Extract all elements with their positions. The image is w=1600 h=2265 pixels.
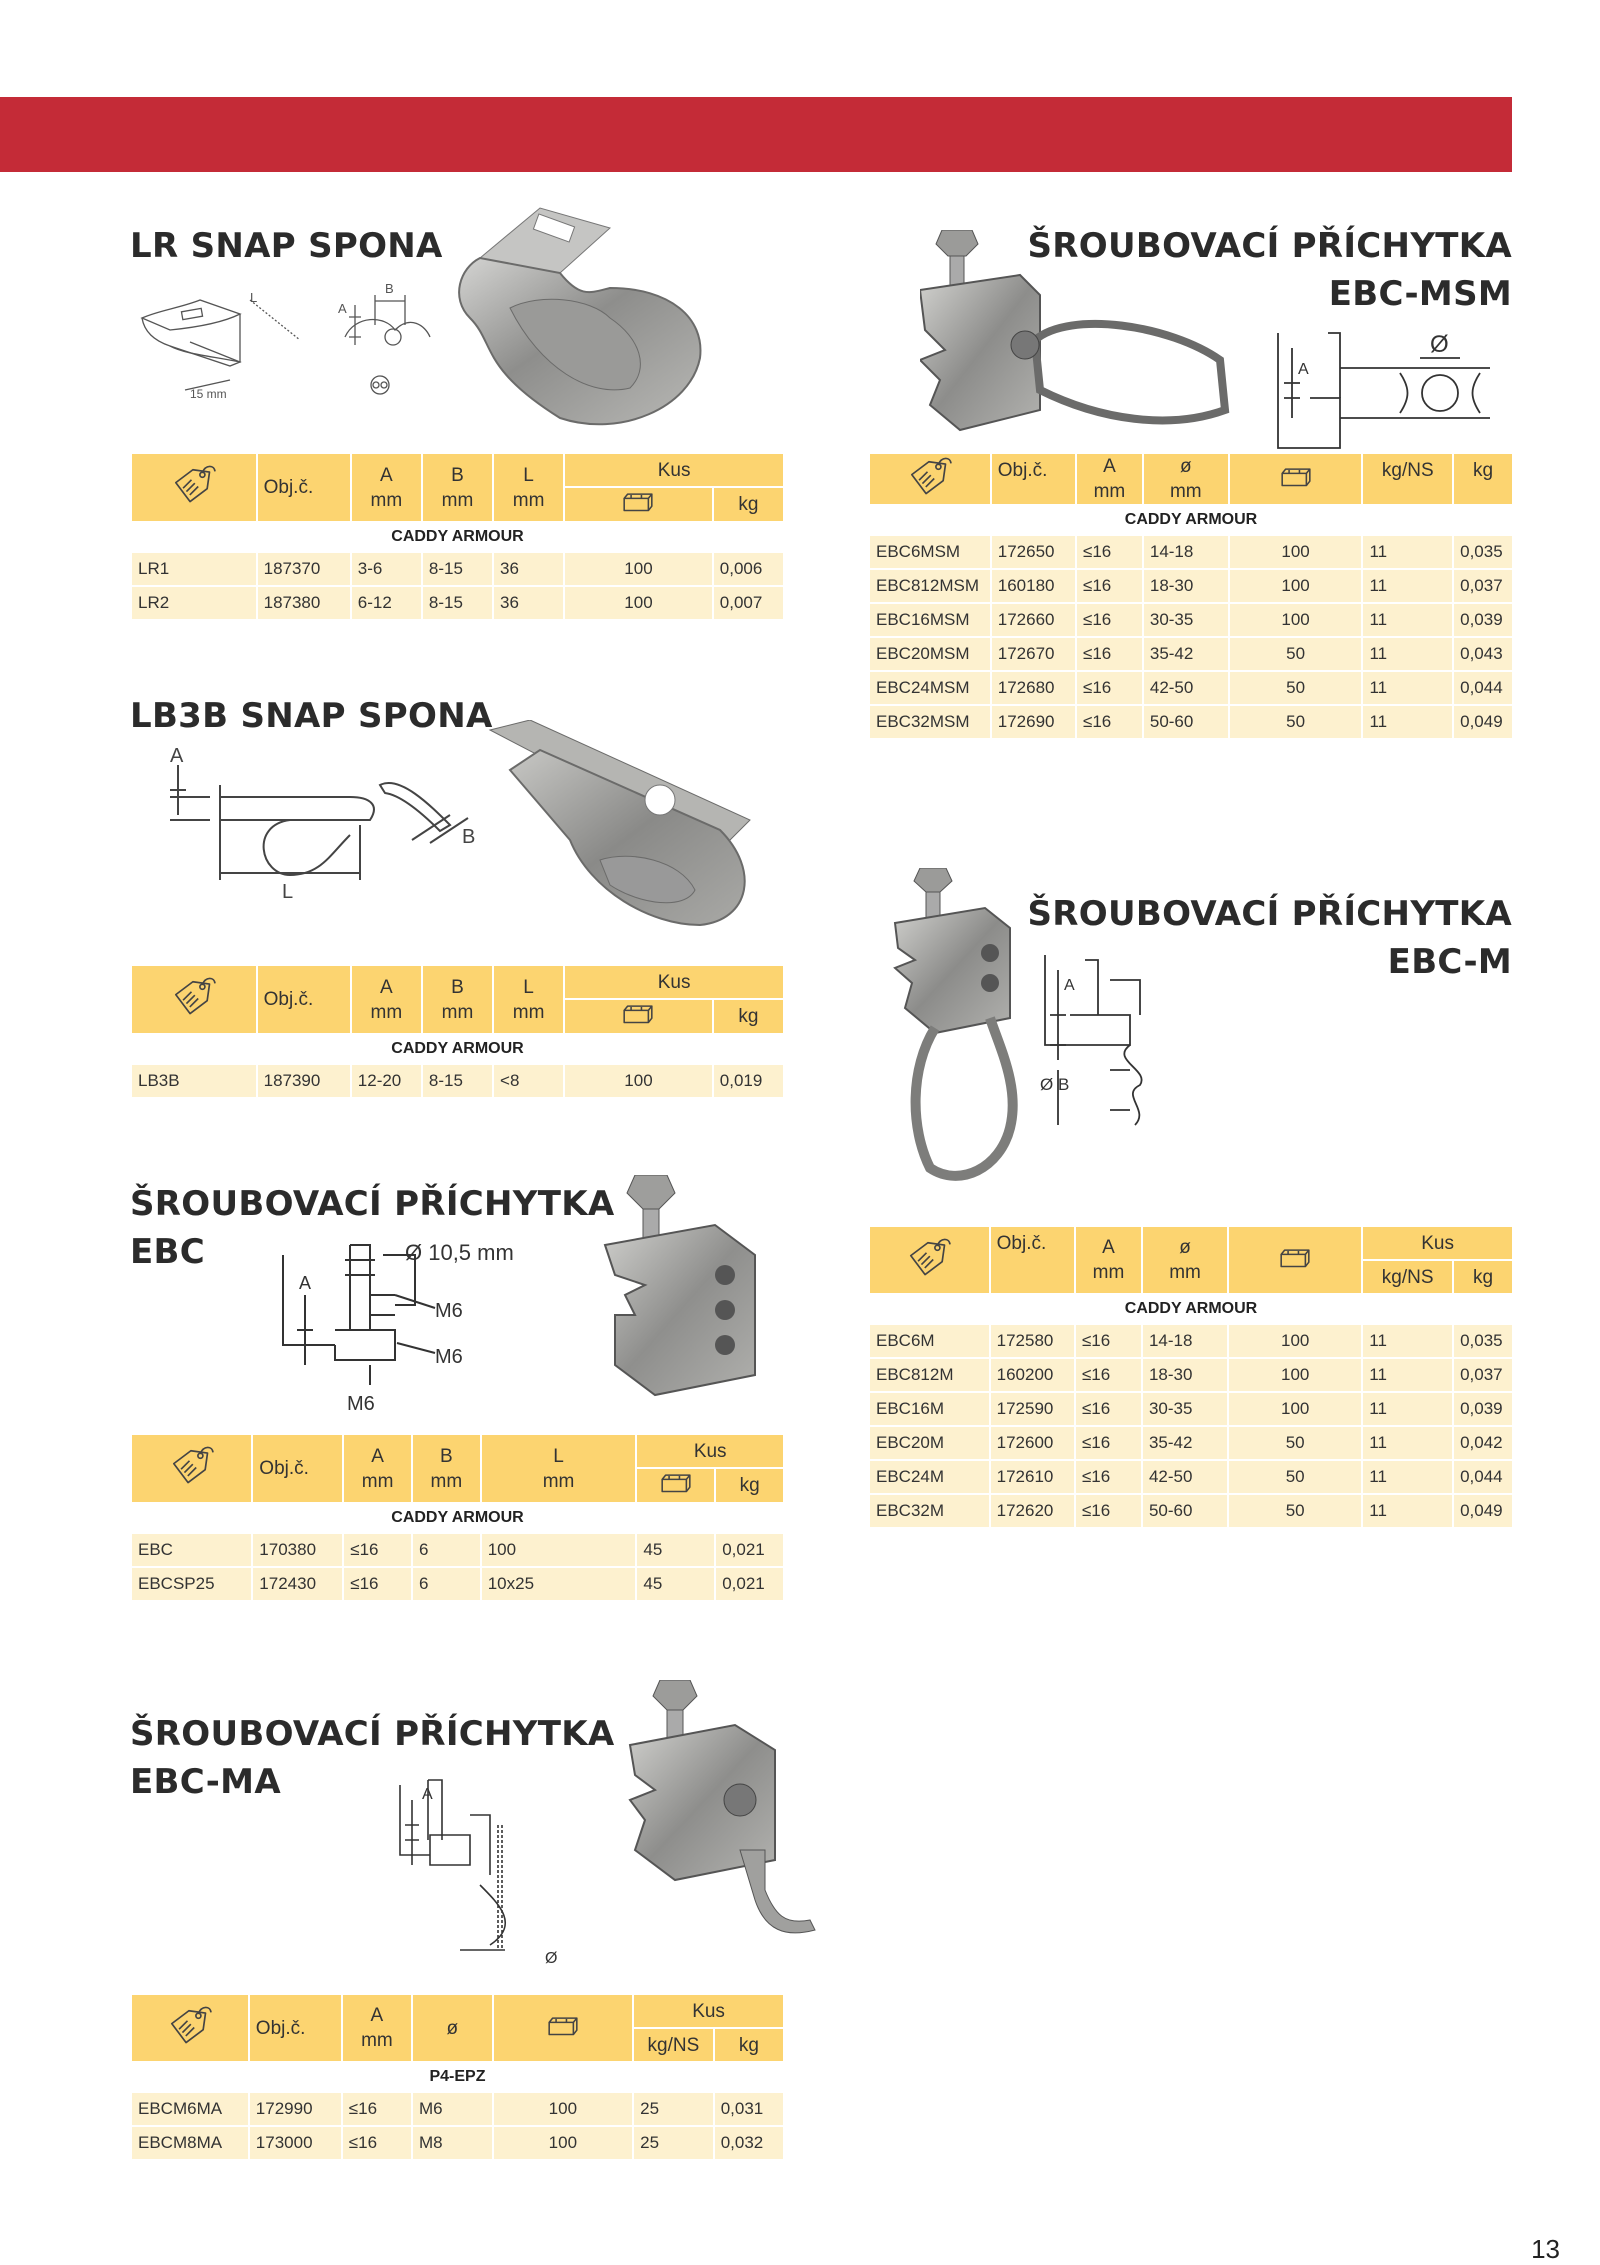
lb3b-spec-table	[130, 964, 785, 1099]
cell: 0,049	[1454, 706, 1512, 738]
ebc-drawing-a: A	[299, 1273, 312, 1293]
cell: 0,037	[1454, 570, 1512, 602]
lr-header-a: A mm	[352, 454, 421, 521]
cell: EBCM6MA	[132, 2093, 248, 2125]
table-row	[870, 570, 1512, 602]
cell: 18-30	[1143, 1359, 1227, 1391]
cell: 172670	[992, 638, 1075, 670]
section-title-ebcma: ŠROUBOVACÍ PŘÍCHYTKA EBC-MA	[130, 1714, 615, 1802]
table-row	[870, 1325, 1512, 1357]
cell: 0,042	[1454, 1427, 1512, 1459]
cell: 14-18	[1143, 1325, 1227, 1357]
cell: ≤16	[1076, 1495, 1141, 1527]
cell: 11	[1363, 706, 1452, 738]
cell: EBC20M	[870, 1427, 989, 1459]
cell: 0,044	[1454, 672, 1512, 704]
cell: 172690	[992, 706, 1075, 738]
lb3b-drawing-a: A	[170, 745, 184, 767]
lb3b-drawing-b: B	[462, 826, 476, 848]
lb3b-header-l: L mm	[494, 966, 563, 1033]
ebc-spec-table	[130, 1433, 785, 1602]
cell: EBC812MSM	[870, 570, 990, 602]
cell: ≤16	[1077, 604, 1142, 636]
ebcma-spec-table	[130, 1993, 785, 2161]
cell: 50	[1229, 1495, 1361, 1527]
lr-drawing-15mm: 15 mm	[190, 387, 227, 401]
cell: 10x25	[482, 1568, 636, 1600]
cell: 50	[1229, 1427, 1361, 1459]
cell: 6-12	[352, 587, 421, 619]
ebc-header-obj: Obj.č.	[253, 1435, 342, 1502]
lb3b-header-a: A mm	[352, 966, 421, 1033]
ebcm-header-kus: Kus	[1363, 1227, 1512, 1259]
cell: 45	[637, 1534, 714, 1566]
cell: 42-50	[1144, 672, 1228, 704]
cell: EBCM8MA	[132, 2127, 248, 2159]
section-title-ebcm: ŠROUBOVACÍ PŘÍCHYTKA EBC-M	[1027, 894, 1512, 982]
ebc-header-tag-icon	[132, 1435, 251, 1502]
cell: 3-6	[352, 553, 421, 585]
ebcm-header-kg: kg	[1454, 1261, 1512, 1293]
lb3b-header-obj: Obj.č.	[258, 966, 350, 1033]
cell: 50	[1230, 638, 1362, 670]
table-row	[870, 1427, 1512, 1459]
cell: 160180	[992, 570, 1075, 602]
lr-header-b: B mm	[423, 454, 492, 521]
lr-header-obj: Obj.č.	[258, 454, 350, 521]
ebcm-header-a: A mm	[1076, 1227, 1141, 1293]
cell: 0,043	[1454, 638, 1512, 670]
table-row	[132, 1534, 783, 1566]
cell: 8-15	[423, 587, 492, 619]
cell: 160200	[991, 1359, 1074, 1391]
lb3b-header-kus: Kus	[565, 966, 783, 998]
cell: 0,021	[716, 1534, 783, 1566]
cell: 100	[1229, 1359, 1361, 1391]
cell: 172990	[250, 2093, 341, 2125]
ebcm-product-photo	[890, 868, 1040, 1188]
ebc-drawing-m6-c: M6	[347, 1393, 375, 1415]
cell: 0,032	[715, 2127, 783, 2159]
ebcmsm-header-box-icon	[1230, 454, 1362, 504]
cell: EBC	[132, 1534, 251, 1566]
cell: EBC20MSM	[870, 638, 990, 670]
cell: 100	[1230, 536, 1362, 568]
table-row	[870, 1461, 1512, 1493]
ebcmsm-drawing-a: A	[1298, 361, 1309, 378]
cell: 100	[1229, 1393, 1361, 1425]
table-row	[870, 1359, 1512, 1391]
cell: 11	[1363, 1325, 1452, 1357]
cell: ≤16	[1077, 536, 1142, 568]
cell: ≤16	[1076, 1325, 1141, 1357]
cell: 11	[1363, 672, 1452, 704]
ebc-drawing-m6-a: M6	[435, 1300, 463, 1322]
lr-header-box-icon	[565, 488, 712, 521]
table-row	[870, 672, 1512, 704]
ebc-header-l: L mm	[482, 1435, 636, 1502]
cell: 11	[1363, 1461, 1452, 1493]
ebc-technical-drawing	[275, 1235, 545, 1435]
cell: 45	[637, 1568, 714, 1600]
cell: ≤16	[343, 2093, 411, 2125]
cell: ≤16	[1077, 706, 1142, 738]
cell: 172620	[991, 1495, 1074, 1527]
ebcmsm-header-a: A mm	[1077, 454, 1142, 504]
ebcm-drawing-b: Ø B	[1040, 1075, 1070, 1094]
ebc-category: CADDY ARMOUR	[132, 1504, 783, 1532]
ebcma-header-obj: Obj.č.	[250, 1995, 341, 2061]
ebcmsm-header-diameter: ø mm	[1144, 454, 1228, 504]
ebcm-technical-drawing	[1040, 950, 1160, 1130]
cell: 100	[1230, 604, 1362, 636]
page-number: 13	[1531, 2234, 1560, 2264]
cell: 187370	[258, 553, 350, 585]
lb3b-category: CADDY ARMOUR	[132, 1035, 783, 1063]
cell: ≤16	[1076, 1359, 1141, 1391]
lr-section-drawing	[335, 275, 440, 405]
cell: 0,039	[1454, 604, 1512, 636]
cell: 100	[1229, 1325, 1361, 1357]
cell: 50-60	[1143, 1495, 1227, 1527]
cell: <8	[494, 1065, 563, 1097]
ebc-product-photo	[595, 1175, 765, 1405]
cell: 11	[1363, 1427, 1452, 1459]
cell: ≤16	[1076, 1461, 1141, 1493]
cell: 11	[1363, 1393, 1452, 1425]
ebcmsm-drawing-diameter: Ø	[1430, 331, 1449, 358]
cell: ≤16	[1077, 570, 1142, 602]
cell: 172610	[991, 1461, 1074, 1493]
lr-header-kus: Kus	[565, 454, 783, 486]
cell: 50	[1229, 1461, 1361, 1493]
ebcma-header-tag-icon	[132, 1995, 248, 2061]
cell: EBCSP25	[132, 1568, 251, 1600]
cell: M6	[413, 2093, 492, 2125]
cell: 8-15	[423, 553, 492, 585]
ebcma-category: P4-EPZ	[132, 2063, 783, 2091]
cell: 0,006	[714, 553, 783, 585]
cell: 173000	[250, 2127, 341, 2159]
lr-drawing-b: B	[385, 281, 394, 296]
cell: EBC16MSM	[870, 604, 990, 636]
ebc-header-kus: Kus	[637, 1435, 783, 1467]
cell: EBC812M	[870, 1359, 989, 1391]
lb3b-drawing-l: L	[282, 881, 294, 903]
cell: 170380	[253, 1534, 342, 1566]
cell: 0,037	[1454, 1359, 1512, 1391]
lb3b-header-tag-icon	[132, 966, 256, 1033]
cell: 11	[1363, 1495, 1452, 1527]
cell: EBC24MSM	[870, 672, 990, 704]
ebc-header-a: A mm	[344, 1435, 411, 1502]
cell: 30-35	[1144, 604, 1228, 636]
cell: 0,039	[1454, 1393, 1512, 1425]
cell: 100	[1230, 570, 1362, 602]
cell: 11	[1363, 1359, 1452, 1391]
cell: 11	[1363, 536, 1452, 568]
cell: 36	[494, 553, 563, 585]
cell: 0,044	[1454, 1461, 1512, 1493]
ebcm-header-obj: Obj.č.	[991, 1227, 1074, 1293]
cell: 187380	[258, 587, 350, 619]
lr-spec-table	[130, 452, 785, 621]
ebcma-header-diameter: ø	[413, 1995, 492, 2061]
cell: 50	[1230, 672, 1362, 704]
cell: 0,019	[714, 1065, 783, 1097]
cell: EBC6M	[870, 1325, 989, 1357]
table-row	[132, 587, 783, 619]
ebcmsm-technical-drawing	[1270, 328, 1510, 458]
table-row	[870, 1393, 1512, 1425]
ebcm-category: CADDY ARMOUR	[870, 1295, 1512, 1323]
cell: 11	[1363, 638, 1452, 670]
ebcmsm-header-obj: Obj.č.	[992, 454, 1075, 504]
ebcma-header-box-icon	[494, 1995, 633, 2061]
lr-header-l: L mm	[494, 454, 563, 521]
table-row	[870, 638, 1512, 670]
ebcmsm-category: CADDY ARMOUR	[870, 506, 1512, 534]
lb3b-technical-drawing	[150, 745, 490, 925]
ebcma-header-kgns: kg/NS	[634, 2029, 713, 2061]
ebcma-header-kus: Kus	[634, 1995, 783, 2027]
ebc-header-kg: kg	[716, 1469, 783, 1502]
cell: LR1	[132, 553, 256, 585]
cell: 25	[634, 2093, 713, 2125]
table-row	[132, 2127, 783, 2159]
cell: ≤16	[344, 1568, 411, 1600]
cell: ≤16	[1077, 672, 1142, 704]
ebcm-drawing-a: A	[1064, 977, 1075, 994]
table-row	[870, 536, 1512, 568]
cell: 172600	[991, 1427, 1074, 1459]
ebc-drawing-diameter: Ø 10,5 mm	[405, 1240, 514, 1265]
lr-header-kg: kg	[714, 488, 783, 521]
table-row	[870, 1495, 1512, 1527]
cell: 100	[482, 1534, 636, 1566]
table-row	[132, 2093, 783, 2125]
cell: ≤16	[344, 1534, 411, 1566]
ebcmsm-spec-table	[868, 452, 1514, 740]
cell: 50	[1230, 706, 1362, 738]
cell: 172430	[253, 1568, 342, 1600]
ebcma-drawing-a: A	[422, 1786, 433, 1803]
ebcm-header-diameter: ø mm	[1143, 1227, 1227, 1293]
cell: 187390	[258, 1065, 350, 1097]
cell: 25	[634, 2127, 713, 2159]
ebcmsm-header-tag-icon	[870, 454, 990, 504]
section-title-lb3b: LB3B SNAP SPONA	[130, 696, 493, 736]
lb3b-header-box-icon	[565, 1000, 712, 1033]
section-title-lr: LR SNAP SPONA	[130, 226, 443, 266]
cell: ≤16	[1076, 1393, 1141, 1425]
cell: 100	[565, 1065, 712, 1097]
ebcmsm-product-photo	[920, 230, 1240, 455]
cell: 172590	[991, 1393, 1074, 1425]
ebcma-header-a: A mm	[343, 1995, 411, 2061]
lr-drawing-a: A	[338, 301, 347, 316]
cell: 6	[413, 1568, 480, 1600]
cell: 0,049	[1454, 1495, 1512, 1527]
cell: LB3B	[132, 1065, 256, 1097]
cell: LR2	[132, 587, 256, 619]
lr-drawing-l: L	[250, 290, 258, 305]
ebcmsm-header-kgns: kg/NS	[1363, 454, 1452, 504]
cell: 35-42	[1144, 638, 1228, 670]
cell: 172680	[992, 672, 1075, 704]
cell: ≤16	[343, 2127, 411, 2159]
cell: EBC24M	[870, 1461, 989, 1493]
cell: ≤16	[1076, 1427, 1141, 1459]
cell: 100	[565, 587, 712, 619]
cell: EBC16M	[870, 1393, 989, 1425]
cell: 8-15	[423, 1065, 492, 1097]
cell: 0,021	[716, 1568, 783, 1600]
lr-technical-drawing	[130, 270, 360, 405]
lb3b-header-kg: kg	[714, 1000, 783, 1033]
cell: EBC32MSM	[870, 706, 990, 738]
cell: 100	[494, 2093, 633, 2125]
cell: 0,007	[714, 587, 783, 619]
cell: 100	[565, 553, 712, 585]
ebcma-drawing-diameter: Ø	[545, 1950, 558, 1967]
table-row	[132, 553, 783, 585]
cell: 0,035	[1454, 1325, 1512, 1357]
lr-header-tag-icon	[132, 454, 256, 521]
ebc-drawing-m6-b: M6	[435, 1346, 463, 1368]
ebcmsm-header-kg: kg	[1454, 454, 1512, 504]
cell: EBC6MSM	[870, 536, 990, 568]
ebcm-header-tag-icon	[870, 1227, 989, 1293]
table-row	[132, 1065, 783, 1097]
ebcm-header-box-icon	[1229, 1227, 1361, 1293]
section-title-ebc: ŠROUBOVACÍ PŘÍCHYTKA EBC	[130, 1184, 615, 1272]
lb3b-header-b: B mm	[423, 966, 492, 1033]
cell: ≤16	[1077, 638, 1142, 670]
lb3b-product-photo	[480, 720, 780, 940]
cell: M8	[413, 2127, 492, 2159]
table-row	[132, 1568, 783, 1600]
cell: 172650	[992, 536, 1075, 568]
cell: 14-18	[1144, 536, 1228, 568]
cell: 30-35	[1143, 1393, 1227, 1425]
cell: 50-60	[1144, 706, 1228, 738]
lr-product-photo	[440, 198, 710, 438]
cell: 6	[413, 1534, 480, 1566]
section-title-ebcmsm: ŠROUBOVACÍ PŘÍCHYTKA EBC-MSM	[1027, 226, 1512, 314]
ebc-header-box-icon	[637, 1469, 714, 1502]
cell: 0,031	[715, 2093, 783, 2125]
cell: 36	[494, 587, 563, 619]
cell: 35-42	[1143, 1427, 1227, 1459]
cell: 100	[494, 2127, 633, 2159]
cell: 11	[1363, 604, 1452, 636]
ebcma-technical-drawing	[390, 1775, 570, 1975]
cell: 172580	[991, 1325, 1074, 1357]
ebc-header-b: B mm	[413, 1435, 480, 1502]
cell: 172660	[992, 604, 1075, 636]
ebcm-spec-table	[868, 1225, 1514, 1529]
cell: 0,035	[1454, 536, 1512, 568]
cell: 11	[1363, 570, 1452, 602]
cell: 12-20	[352, 1065, 421, 1097]
header-band	[0, 97, 1512, 172]
cell: 42-50	[1143, 1461, 1227, 1493]
ebcma-product-photo	[625, 1680, 820, 1955]
cell: 18-30	[1144, 570, 1228, 602]
lr-category: CADDY ARMOUR	[132, 523, 783, 551]
ebcma-header-kg: kg	[715, 2029, 783, 2061]
table-row	[870, 706, 1512, 738]
ebcm-header-kgns: kg/NS	[1363, 1261, 1452, 1293]
table-row	[870, 604, 1512, 636]
cell: EBC32M	[870, 1495, 989, 1527]
